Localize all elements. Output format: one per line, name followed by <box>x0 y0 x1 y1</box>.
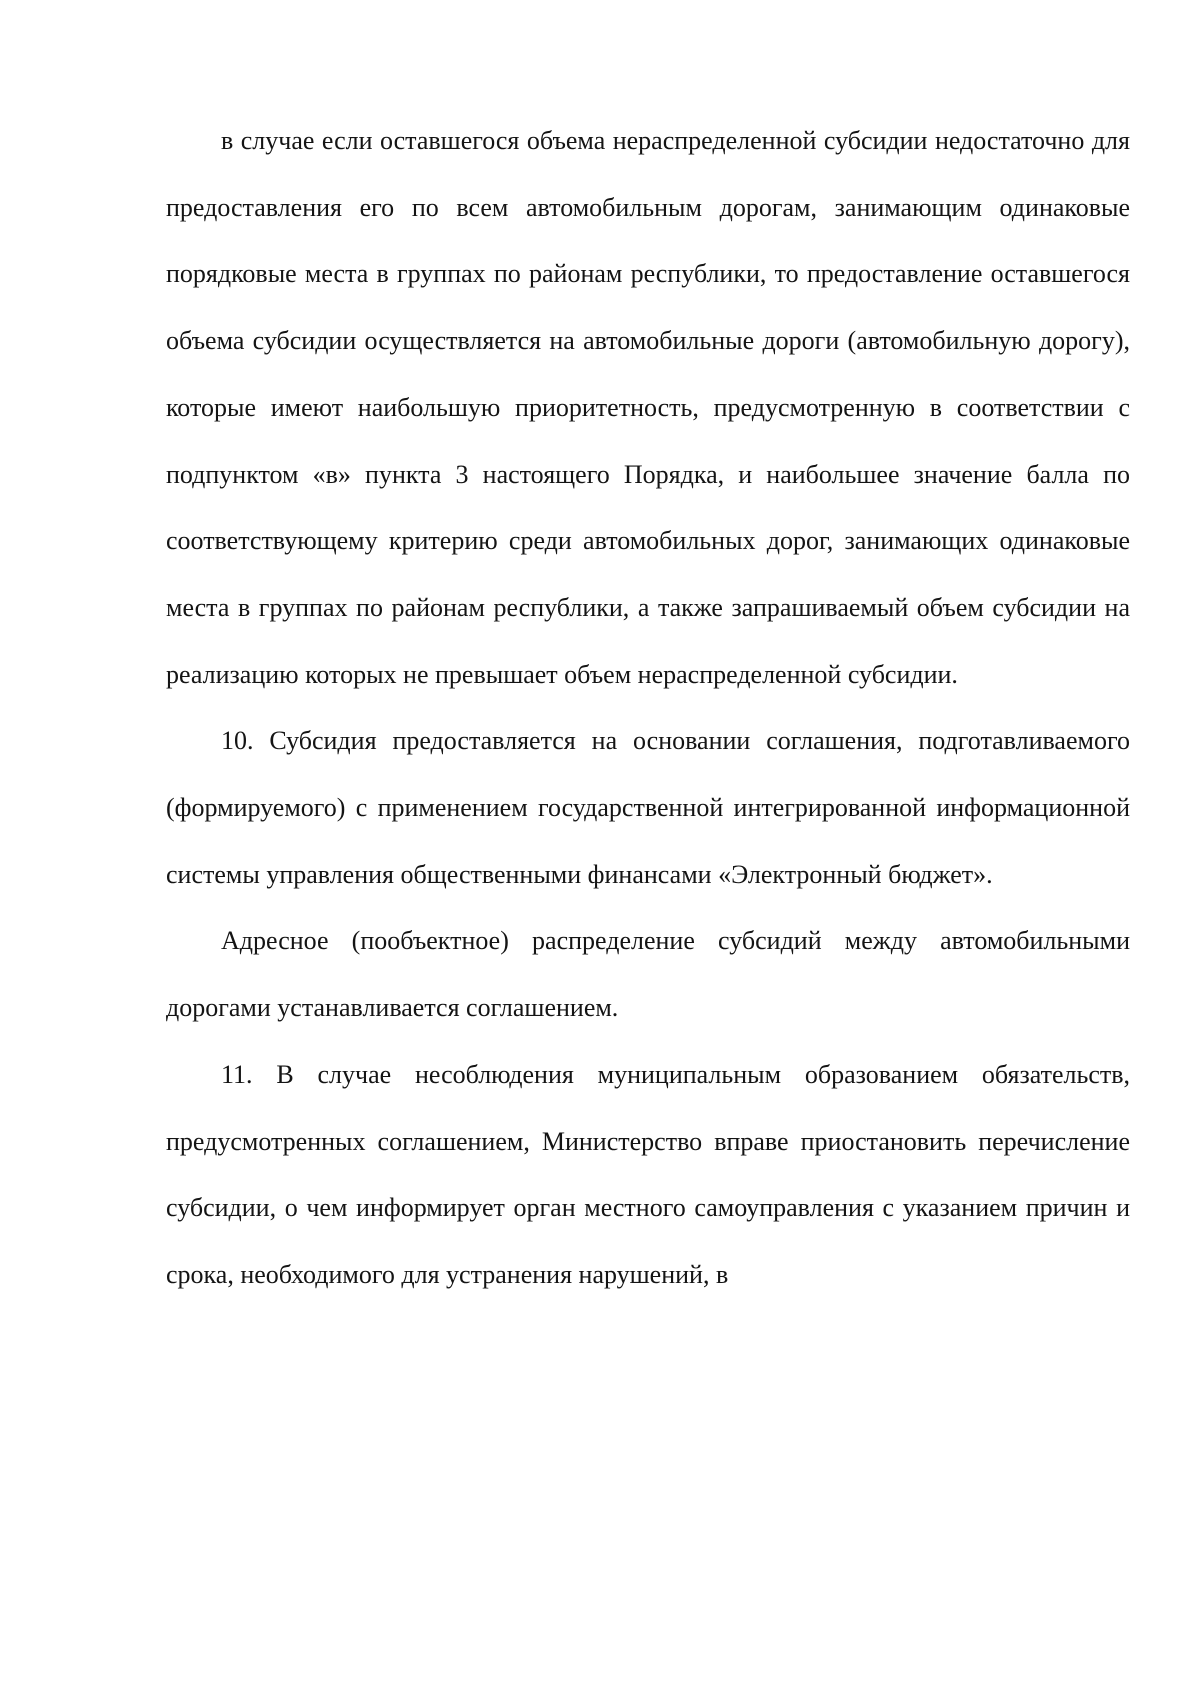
paragraph-item-10: 10. Субсидия предоставляется на основании соглашения, подготавливаемого (формируемого) с применением государственной интегрированной информационной системы управления общественными финансами «Электронный бюджет». <box>166 726 1130 889</box>
document-body <box>166 108 1130 1309</box>
paragraph-item-11: 11. В случае несоблюдения муниципальным образованием обязательств, предусмотренных соглашением, Министерство вправе приостановить перечисление субсидии, о чем информирует орган местного самоуправления с указанием причин и срока, необходимого для устранения нарушений, в <box>166 1059 1130 1289</box>
paragraph-address-distribution: Адресное (пообъектное) распределение субсидий между автомобильными дорогами устанавливается соглашением. <box>166 926 1130 1023</box>
paragraph-subsidy-remainder: в случае если оставшегося объема нераспределенной субсидии недостаточно для предоставления его по всем автомобильным дорогам, занимающим одинаковые порядковые места в группах по районам республики, то предоставление оставшегося объема субсидии осуществляется на автомобильные дороги (автомобильную дорогу), которые имеют наибольшую приоритетность, предусмотренную в соответствии с подпунктом «в» пункта 3 настоящего Порядка, и наибольшее значение балла по соответствующему критерию среди автомобильных дорог, занимающих одинаковые места в группах по районам республики, а также запрашиваемый объем субсидии на реализацию которых не превышает объем нераспределенной субсидии. <box>166 126 1130 689</box>
